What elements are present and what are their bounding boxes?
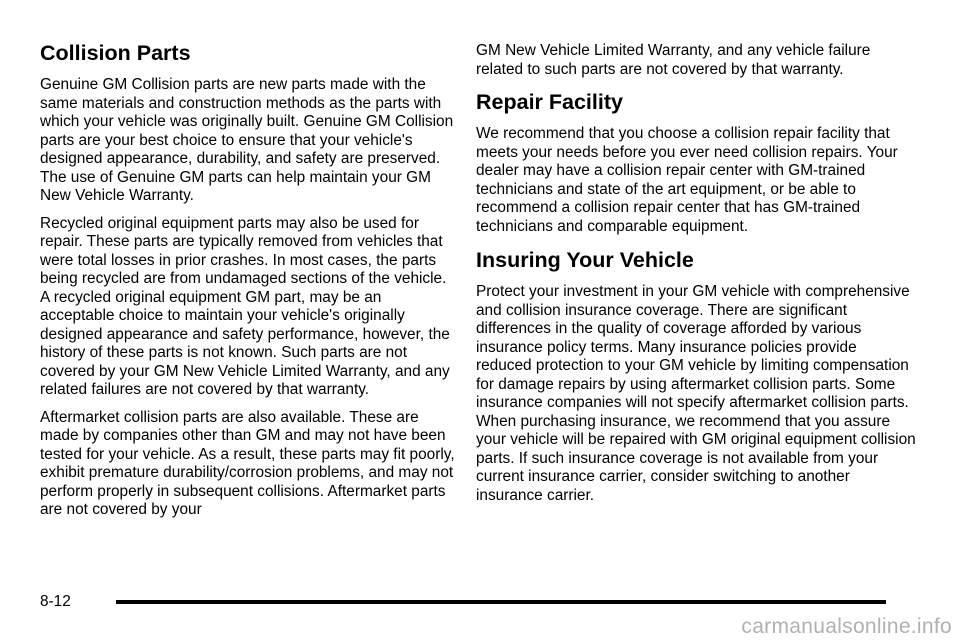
right-column [476, 42, 916, 514]
paragraph-continuation: GM New Vehicle Limited Warranty, and any vehicle failure related to such parts are not covered by that warranty. [476, 42, 871, 78]
footer-rule [116, 600, 886, 604]
paragraph-aftermarket-parts: Aftermarket collision parts are also available. These are made by companies other than GM and may not have been tested for your vehicle. As a result, these parts may fit poorly, exhibit premature durability/corrosion problems, and may not perform properly in subsequent collisions. Aftermarket parts are not covered by your [40, 408, 455, 518]
page-number: 8-12 [40, 593, 71, 610]
section-heading-insuring-vehicle: Insuring Your Vehicle [476, 248, 694, 272]
section-heading-repair-facility: Repair Facility [476, 90, 623, 114]
watermark-link[interactable]: carmanualsonline.info [741, 615, 952, 638]
section-heading-collision-parts: Collision Parts [40, 41, 191, 65]
paragraph-recycled-parts: Recycled original equipment parts may also be used for repair. These parts are typically removed from vehicles that were total losses in prior crashes. In most cases, the parts being recycled are from undamaged sections of the vehicle. A recycled original equipment GM part, may be an acceptable choice to maintain your vehicle's originally designed appearance and safety performance, however, the history of these parts is not known. Such parts are not covered by your GM New Vehicle Limited Warranty, and any related failures are not covered by that warranty. [40, 214, 450, 398]
paragraph-insuring-vehicle: Protect your investment in your GM vehicle with comprehensive and collision insurance coverage. There are significant differences in the quality of coverage afforded by various insurance policy terms. Many insurance policies provide reduced protection to your GM vehicle by limiting compensation for damage repairs by using aftermarket collision parts. Some insurance companies will not specify aftermarket collision parts. When purchasing insurance, we recommend that you assure your vehicle will be repaired with GM original equipment collision parts. If such insurance coverage is not available from your current insurance carrier, consider switching to another insurance carrier. [476, 283, 916, 504]
paragraph-genuine-parts: Genuine GM Collision parts are new parts made with the same materials and construction methods as the parts with which your vehicle was originally built. Genuine GM Collision parts are your best choice to ensure that your vehicle's designed appearance, durability, and safety are preserved. The use of Genuine GM parts can help maintain your GM New Vehicle Warranty. [40, 76, 454, 204]
left-column [40, 38, 458, 529]
paragraph-repair-facility: We recommend that you choose a collision repair facility that meets your needs before you ever need collision repairs. Your dealer may have a collision repair center with GM-trained technicians and state of the art equipment, or be able to recommend a collision repair center that has GM-trained technicians and comparable equipment. [476, 125, 898, 235]
